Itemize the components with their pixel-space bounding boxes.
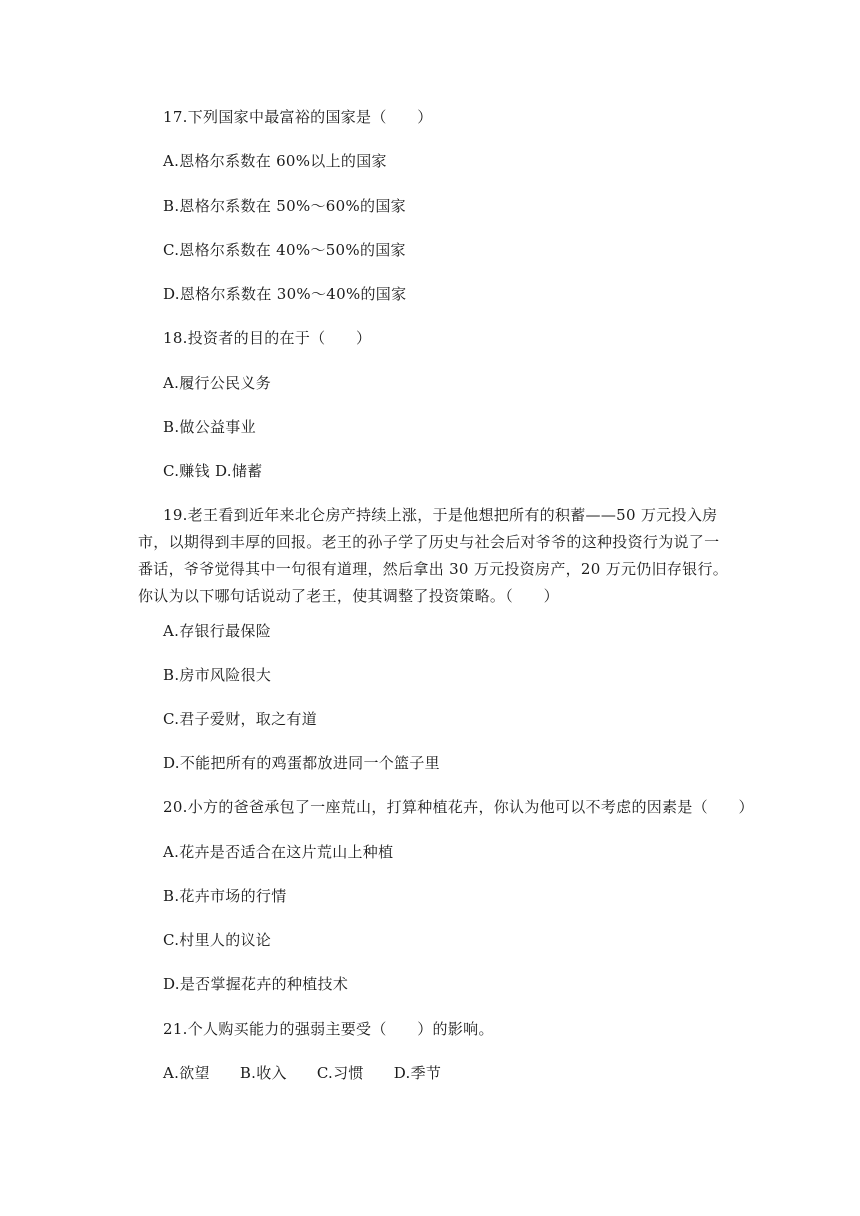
question-17-option-a: A.恩格尔系数在 60%以上的国家 bbox=[163, 152, 387, 170]
question-17-option-d: D.恩格尔系数在 30%～40%的国家 bbox=[163, 285, 407, 303]
question-18-option-a: A.履行公民义务 bbox=[163, 374, 272, 392]
question-20-option-c: C.村里人的议论 bbox=[163, 931, 272, 949]
question-19-option-b: B.房市风险很大 bbox=[163, 666, 272, 684]
question-20-option-a: A.花卉是否适合在这片荒山上种植 bbox=[163, 843, 394, 861]
question-21-option-d: D.季节 bbox=[393, 1064, 442, 1082]
question-21-option-c: C.习惯 bbox=[316, 1064, 364, 1082]
question-20-stem: 20.小方的爸爸承包了一座荒山，打算种植花卉，你认为他可以不考虑的因素是（ ） bbox=[163, 798, 754, 816]
question-19-option-a: A.存银行最保险 bbox=[163, 622, 272, 640]
question-21-option-a: A.欲望 bbox=[163, 1064, 210, 1082]
question-18-stem: 18.投资者的目的在于（ ） bbox=[163, 329, 372, 347]
question-18-option-b: B.做公益事业 bbox=[163, 418, 256, 436]
question-21-options bbox=[163, 1063, 471, 1083]
question-17-stem: 17.下列国家中最富裕的国家是（ ） bbox=[163, 108, 433, 126]
question-19-stem: 19.老王看到近年来北仑房产持续上涨，于是他想把所有的积蓄——50 万元投入房市，以期得到丰厚的回报。老王的孙子学了历史与社会后对爷爷的这种投资行为说了一番话，爷爷觉得其中一句很有道理，然后拿出 30 万元投资房产，20 万元仍旧存银行。你认为以下哪句话说动了老王，使其调整了投资策略。（ ） bbox=[138, 506, 729, 605]
question-19-option-d: D.不能把所有的鸡蛋都放进同一个篮子里 bbox=[163, 754, 440, 772]
question-21-stem: 21.个人购买能力的强弱主要受（ ）的影响。 bbox=[163, 1020, 494, 1038]
question-17-option-c: C.恩格尔系数在 40%～50%的国家 bbox=[163, 241, 406, 259]
question-21-option-b: B.收入 bbox=[239, 1064, 287, 1082]
question-19-option-c: C.君子爱财，取之有道 bbox=[163, 710, 318, 728]
question-17-option-b: B.恩格尔系数在 50%～60%的国家 bbox=[163, 197, 406, 215]
question-18-option-cd: C.赚钱 D.储蓄 bbox=[163, 462, 263, 480]
question-20-option-d: D.是否掌握花卉的种植技术 bbox=[163, 975, 349, 993]
question-20-option-b: B.花卉市场的行情 bbox=[163, 887, 287, 905]
